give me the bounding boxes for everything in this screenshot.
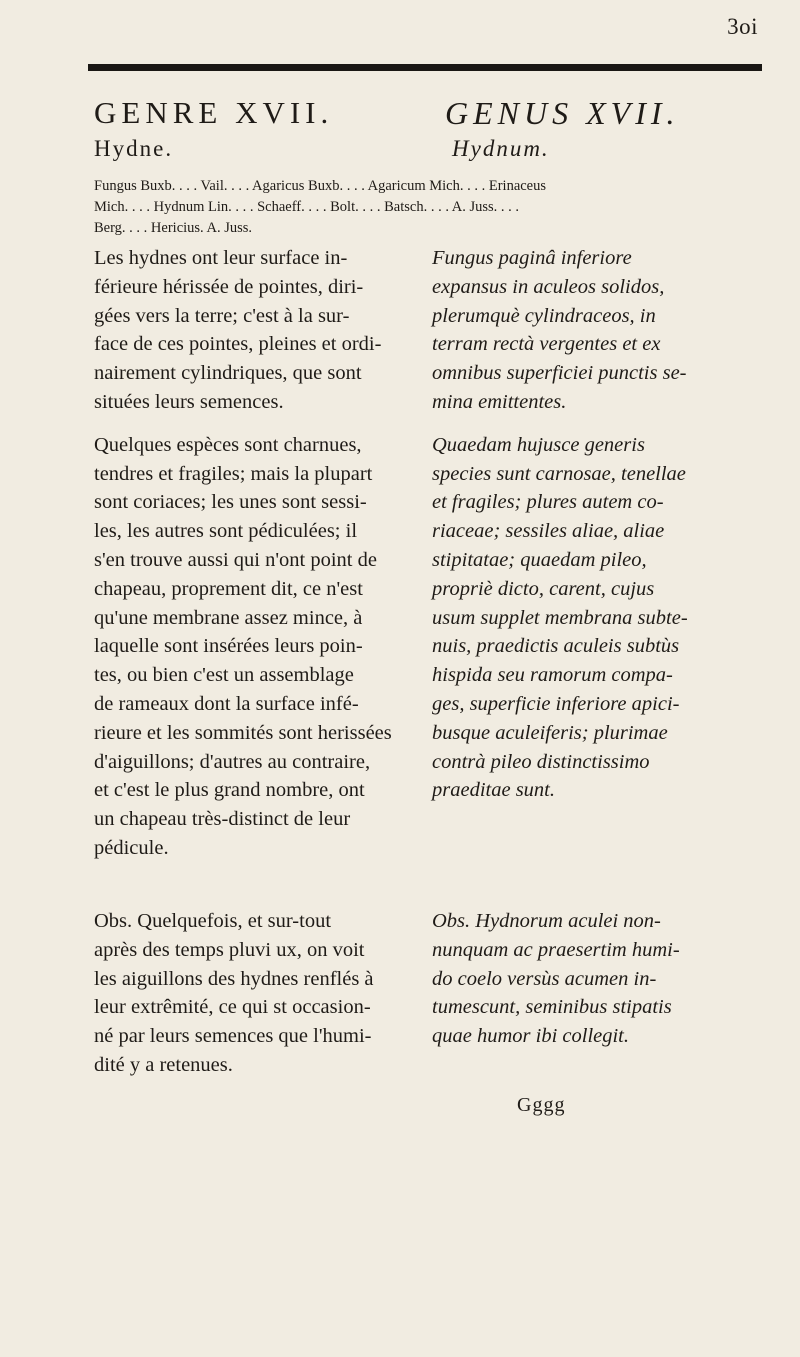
text-line: face de ces pointes, pleines et ordi- <box>94 333 382 356</box>
latin-species-notes <box>432 431 772 805</box>
genus-title-latin: GENUS XVII. <box>445 95 680 131</box>
text-line: contrà pileo distinctissimo <box>432 750 650 773</box>
text-line: usum supplet membrana subte- <box>432 606 688 629</box>
text-line: plerumquè cylindraceos, in <box>432 304 656 327</box>
text-line: Quaedam hujusce generis <box>432 433 645 456</box>
text-line: laquelle sont insérées leurs poin- <box>94 635 363 658</box>
text-line: pédicule. <box>94 836 169 859</box>
text-line: do coelo versùs acumen in- <box>432 967 657 990</box>
text-line: tumescunt, seminibus stipatis <box>432 996 672 1019</box>
text-line: rieure et les sommités sont herissées <box>94 721 392 744</box>
text-line: nunquam ac praesertim humi- <box>432 938 680 961</box>
latin-description <box>432 244 772 417</box>
text-line: species sunt carnosae, tenellae <box>432 462 686 485</box>
text-line: omnibus superficiei punctis se- <box>432 362 687 385</box>
text-line: Quelques espèces sont charnues, <box>94 433 362 456</box>
text-line: tendres et fragiles; mais la plupart <box>94 462 373 485</box>
text-line: Les hydnes ont leur surface in- <box>94 247 348 269</box>
text-line: nuis, praedictis aculeis subtùs <box>432 635 680 658</box>
text-line: leur extrêmité, ce qui st occasion- <box>94 996 371 1019</box>
page-number: 3oi <box>727 14 758 39</box>
text-line: stipitatae; quaedam pileo, <box>432 548 647 571</box>
text-line: gées vers la terre; c'est à la sur- <box>94 304 350 327</box>
text-line: et fragiles; plures autem co- <box>432 491 664 514</box>
text-line: férieure hérissée de pointes, diri- <box>94 275 364 298</box>
text-line: busque aculeiferis; plurimae <box>432 721 668 744</box>
text-line: propriè dicto, carent, cujus <box>432 577 655 600</box>
text-line: tes, ou bien c'est un assemblage <box>94 664 354 687</box>
french-observation <box>94 907 424 1080</box>
synonymy-line: Mich. . . . Hydnum Lin. . . . Schaeff. . . . Bolt. . . . Batsch. . . . A. Juss. . . . <box>94 199 520 215</box>
text-line: expansus in aculeos solidos, <box>432 275 665 298</box>
text-line: les aiguillons des hydnes renflés à <box>94 967 374 990</box>
genus-title-french: GENRE XVII. <box>94 95 334 130</box>
french-species-notes <box>94 431 424 863</box>
text-line: un chapeau très-distinct de leur <box>94 808 351 831</box>
genus-name-latin: Hydnum. <box>452 136 550 161</box>
text-line: les, les autres sont pédiculées; il <box>94 520 358 543</box>
text-line: et c'est le plus grand nombre, ont <box>94 779 365 802</box>
text-line: après des temps pluvi ux, on voit <box>94 938 365 961</box>
latin-column <box>432 244 772 805</box>
text-line: quae humor ibi collegit. <box>432 1025 630 1048</box>
text-line: chapeau, proprement dit, ce n'est <box>94 577 363 600</box>
text-line: Obs. Quelquefois, et sur-tout <box>94 910 332 932</box>
text-line: situées leurs semences. <box>94 390 284 413</box>
text-line: ges, superficie inferiore apici- <box>432 692 680 715</box>
text-line: dité y a retenues. <box>94 1053 233 1076</box>
french-column <box>94 244 424 863</box>
text-line: terram rectà vergentes et ex <box>432 333 661 356</box>
text-line: mina emittentes. <box>432 390 567 413</box>
text-line: qu'une membrane assez mince, à <box>94 606 363 629</box>
text-line: praeditae sunt. <box>432 779 555 802</box>
text-line: riaceae; sessiles aliae, aliae <box>432 520 665 543</box>
text-line: de rameaux dont la surface infé- <box>94 692 359 715</box>
text-line: hispida seu ramorum compa- <box>432 664 673 687</box>
text-line: Fungus paginâ inferiore <box>432 247 632 269</box>
genus-name-french: Hydne. <box>94 136 174 161</box>
latin-observation <box>432 907 772 1051</box>
synonymy-line: Berg. . . . Hericius. A. Juss. <box>94 220 253 236</box>
text-line: s'en trouve aussi qui n'ont point de <box>94 548 377 571</box>
signature-mark: Gggg <box>517 1094 566 1116</box>
synonymy-block <box>94 176 764 239</box>
text-line: né par leurs semences que l'humi- <box>94 1025 372 1048</box>
header-rule <box>88 64 762 71</box>
text-line: Obs. Hydnorum aculei non- <box>432 910 661 932</box>
synonymy-line: Fungus Buxb. . . . Vail. . . . Agaricus Buxb. . . . Agaricum Mich. . . . Erinaceus <box>94 178 547 194</box>
text-line: sont coriaces; les unes sont sessi- <box>94 491 367 514</box>
text-line: nairement cylindriques, que sont <box>94 362 362 385</box>
french-description <box>94 244 424 417</box>
text-line: d'aiguillons; d'autres au contraire, <box>94 750 371 773</box>
